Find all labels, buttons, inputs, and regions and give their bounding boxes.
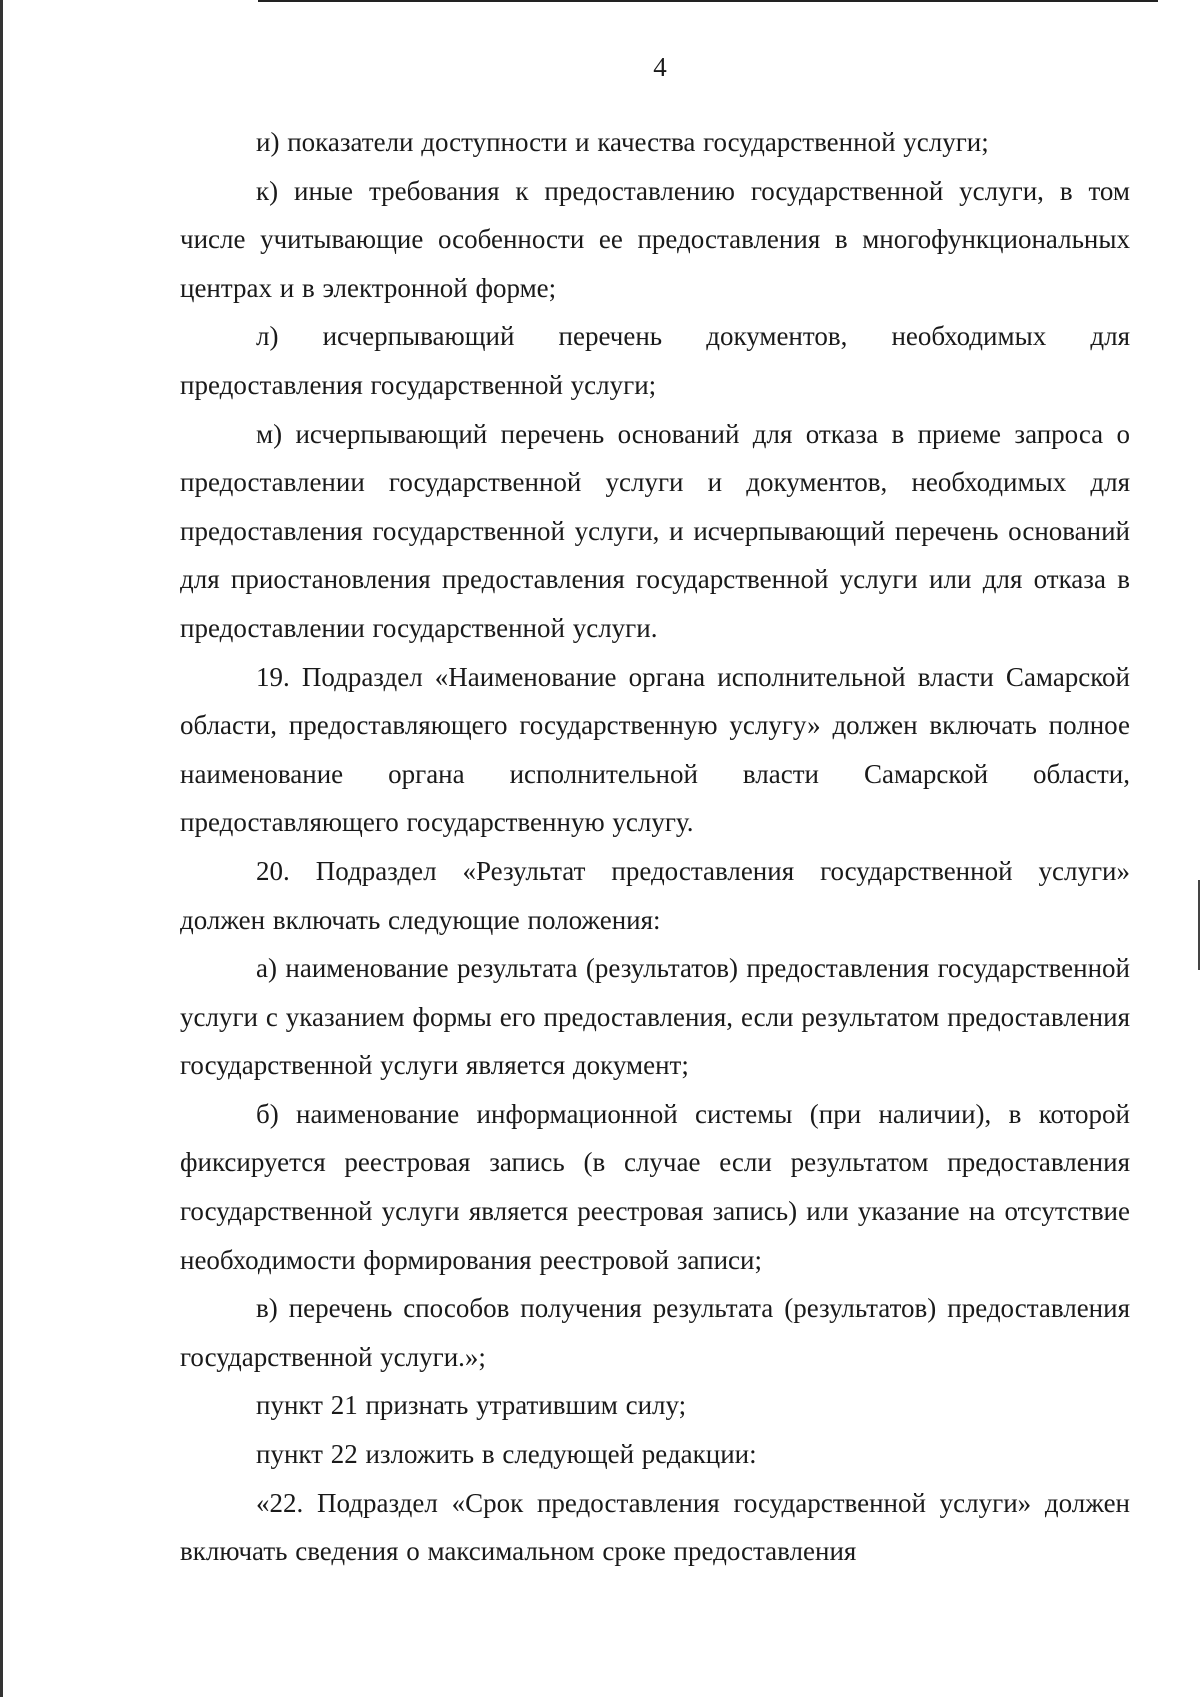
- scan-left-edge: [0, 0, 3, 1697]
- paragraph-l: л) исчерпывающий перечень документов, необходимых для предоставления государственной услуги;: [180, 321, 1130, 400]
- paragraph-i: и) показатели доступности и качества государственной услуги;: [256, 127, 989, 157]
- paragraph-v: в) перечень способов получения результата (результатов) предоставления государственной услуги.»;: [180, 1293, 1130, 1372]
- document-body: [180, 118, 1130, 1576]
- paragraph-b: б) наименование информационной системы (при наличии), в которой фиксируется реестровая запись (в случае если результатом предоставления государственной услуги является реестровая запись) или указание на отсутствие необходимости формирования реестровой записи;: [180, 1098, 1130, 1275]
- paragraph-a: а) наименование результата (результатов) предоставления государственной услуги с указанием формы его предоставления, если результатом предоставления государственной услуги является документ;: [180, 953, 1130, 1081]
- paragraph-22: «22. Подраздел «Срок предоставления государственной услуги» должен включать сведения о максимальном сроке предоставления: [180, 1487, 1130, 1567]
- paragraph-m: м) исчерпывающий перечень оснований для отказа в приеме запроса о предоставлении государственной услуги и документов, необходимых для предоставления государственной услуги, и исчерпывающий перечень оснований для приостановления предоставления государственной услуги или для отказа в предоставлении государственной услуги.: [180, 418, 1130, 643]
- page-number: 4: [653, 52, 667, 82]
- paragraph-k: к) иные требования к предоставлению государственной услуги, в том числе учитывающие особенности ее предоставления в многофункциональных центрах и в электронной форме;: [180, 175, 1130, 303]
- paragraph-punkt-21: пункт 21 признать утратившим силу;: [256, 1390, 687, 1421]
- paragraph-19: 19. Подраздел «Наименование органа исполнительной власти Самарской области, предоставляющего государственную услугу» должен включать полное наименование органа исполнительной власти Самарской области, предоставляющего государственную услугу.: [180, 661, 1130, 838]
- paragraph-punkt-22: пункт 22 изложить в следующей редакции:: [256, 1439, 757, 1470]
- paragraph-20: 20. Подраздел «Результат предоставления государственной услуги» должен включать следующие положения:: [180, 855, 1130, 935]
- scan-top-rule: [258, 0, 1158, 2]
